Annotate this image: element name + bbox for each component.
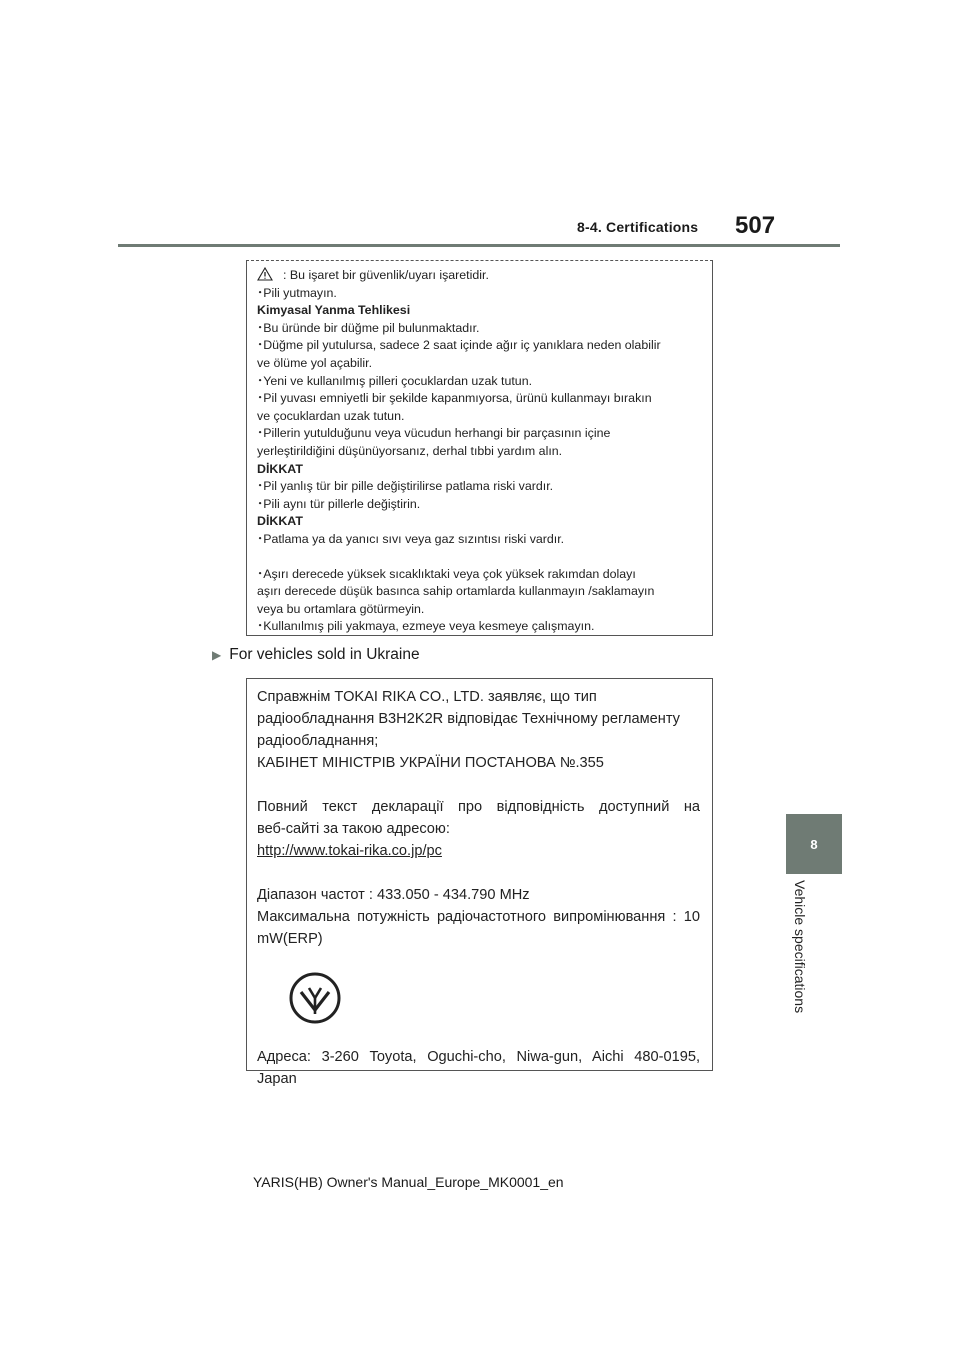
warning-line bbox=[257, 267, 706, 285]
warning-heading bbox=[257, 513, 706, 531]
warning-line bbox=[257, 285, 706, 303]
warning-text: ･Pili yutmayın. bbox=[257, 285, 337, 300]
turkish-battery-warning-box bbox=[246, 260, 713, 636]
warning-triangle-icon bbox=[257, 267, 273, 281]
max-power-line: Максимальна потужність радіочастотного випромінювання : 10 bbox=[257, 909, 700, 925]
triangle-bullet-icon: ▶ bbox=[212, 648, 222, 662]
ukrainian-conformity-mark-icon bbox=[287, 970, 343, 1026]
warning-line bbox=[257, 320, 706, 338]
declaration-link[interactable]: http://www.tokai-rika.co.jp/pc bbox=[257, 843, 442, 859]
warning-line bbox=[257, 583, 706, 601]
warning-line bbox=[257, 496, 706, 514]
declaration-line: радіообладнання B3H2K2R відповідає Технічному регламенту bbox=[257, 711, 680, 727]
warning-text: ve çocuklardan uzak tutun. bbox=[257, 408, 405, 423]
page-number: 507 bbox=[735, 212, 776, 239]
warning-text: ･Pil yuvası emniyetli bir şekilde kapanmıyorsa, ürünü kullanmayı bırakın bbox=[257, 391, 652, 406]
ukraine-heading bbox=[212, 646, 420, 664]
warning-line bbox=[257, 566, 706, 584]
warning-text: aşırı derecede düşük basınca sahip ortamlarda kullanmayın /saklamayın bbox=[257, 584, 655, 599]
warning-text: ･Yeni ve kullanılmış pilleri çocuklardan uzak tutun. bbox=[257, 373, 533, 388]
warning-line bbox=[257, 443, 706, 461]
warning-line bbox=[257, 408, 706, 426]
warning-text: DİKKAT bbox=[257, 461, 303, 476]
chapter-tab[interactable] bbox=[786, 814, 842, 874]
warning-line bbox=[257, 618, 706, 636]
warning-text: ･Pili aynı tür pillerle değiştirin. bbox=[257, 496, 421, 511]
spacer bbox=[257, 549, 706, 566]
warning-line bbox=[257, 390, 706, 408]
chapter-number: 8 bbox=[810, 836, 818, 852]
chapter-title: Vehicle specifications bbox=[792, 880, 808, 1014]
warning-line bbox=[257, 373, 706, 391]
ukraine-heading-text: For vehicles sold in Ukraine bbox=[229, 646, 420, 663]
warning-line bbox=[257, 478, 706, 496]
warning-text: ･Pil yanlış tür bir pille değiştirilirse patlama riski vardır. bbox=[257, 479, 554, 494]
declaration-line: Справжнім TOKAI RIKA CO., LTD. заявляє, що тип bbox=[257, 689, 597, 705]
section-title: 8-4. Certifications bbox=[577, 219, 699, 235]
ukraine-certification-box bbox=[246, 678, 713, 1087]
address-line: Адреса: 3-260 Toyota, Oguchi-cho, Niwa-gun, Aichi 480-0195, bbox=[257, 1049, 700, 1065]
frequency-range: Діапазон частот : 433.050 - 434.790 MHz bbox=[257, 887, 530, 903]
warning-line bbox=[257, 355, 706, 373]
warning-text: veya bu ortamlara götürmeyin. bbox=[257, 601, 425, 616]
address-line: Japan bbox=[257, 1071, 297, 1087]
warning-text: DİKKAT bbox=[257, 514, 303, 529]
warning-text: : Bu işaret bir güvenlik/uyarı işaretidir. bbox=[283, 268, 489, 282]
warning-text: ･Bu üründe bir düğme pil bulunmaktadır. bbox=[257, 320, 480, 335]
warning-text: yerleştirildiğini düşünüyorsanız, derhal tıbbi yardım alın. bbox=[257, 443, 563, 458]
spacer bbox=[257, 862, 700, 884]
warning-line bbox=[257, 425, 706, 443]
warning-text: ･Aşırı derecede yüksek sıcaklıktaki veya çok yüksek rakımdan dolayı bbox=[257, 566, 636, 581]
warning-line bbox=[257, 531, 706, 549]
warning-text: ･Düğme pil yutulursa, sadece 2 saat içinde ağır iç yanıklara neden olabilir bbox=[257, 338, 661, 353]
max-power-value: mW(ERP) bbox=[257, 931, 323, 947]
warning-heading bbox=[257, 302, 706, 320]
manual-footer: YARIS(HB) Owner's Manual_Europe_MK0001_en bbox=[253, 1174, 564, 1190]
warning-text: Kimyasal Yanma Tehlikesi bbox=[257, 303, 411, 318]
spacer bbox=[257, 774, 700, 796]
warning-heading bbox=[257, 461, 706, 479]
warning-text: ･Pillerin yutulduğunu veya vücudun herhangi bir parçasının içine bbox=[257, 426, 611, 441]
declaration-line: КАБІНЕТ МІНІСТРІВ УКРАЇНИ ПОСТАНОВА №.355 bbox=[257, 755, 604, 771]
warning-line bbox=[257, 337, 706, 355]
header-divider bbox=[118, 244, 840, 247]
declaration-line: веб-сайті за такою адресою: bbox=[257, 821, 450, 837]
warning-text: ･Kullanılmış pili yakmaya, ezmeye veya kesmeye çalışmayın. bbox=[257, 619, 595, 634]
warning-text: ･Patlama ya da yanıcı sıvı veya gaz sızıntısı riski vardır. bbox=[257, 531, 565, 546]
warning-line bbox=[257, 601, 706, 619]
declaration-line: радіообладнання; bbox=[257, 733, 379, 749]
declaration-line: Повний текст декларації про відповідність доступний на bbox=[257, 799, 700, 815]
warning-text: ve ölüme yol açabilir. bbox=[257, 355, 373, 370]
